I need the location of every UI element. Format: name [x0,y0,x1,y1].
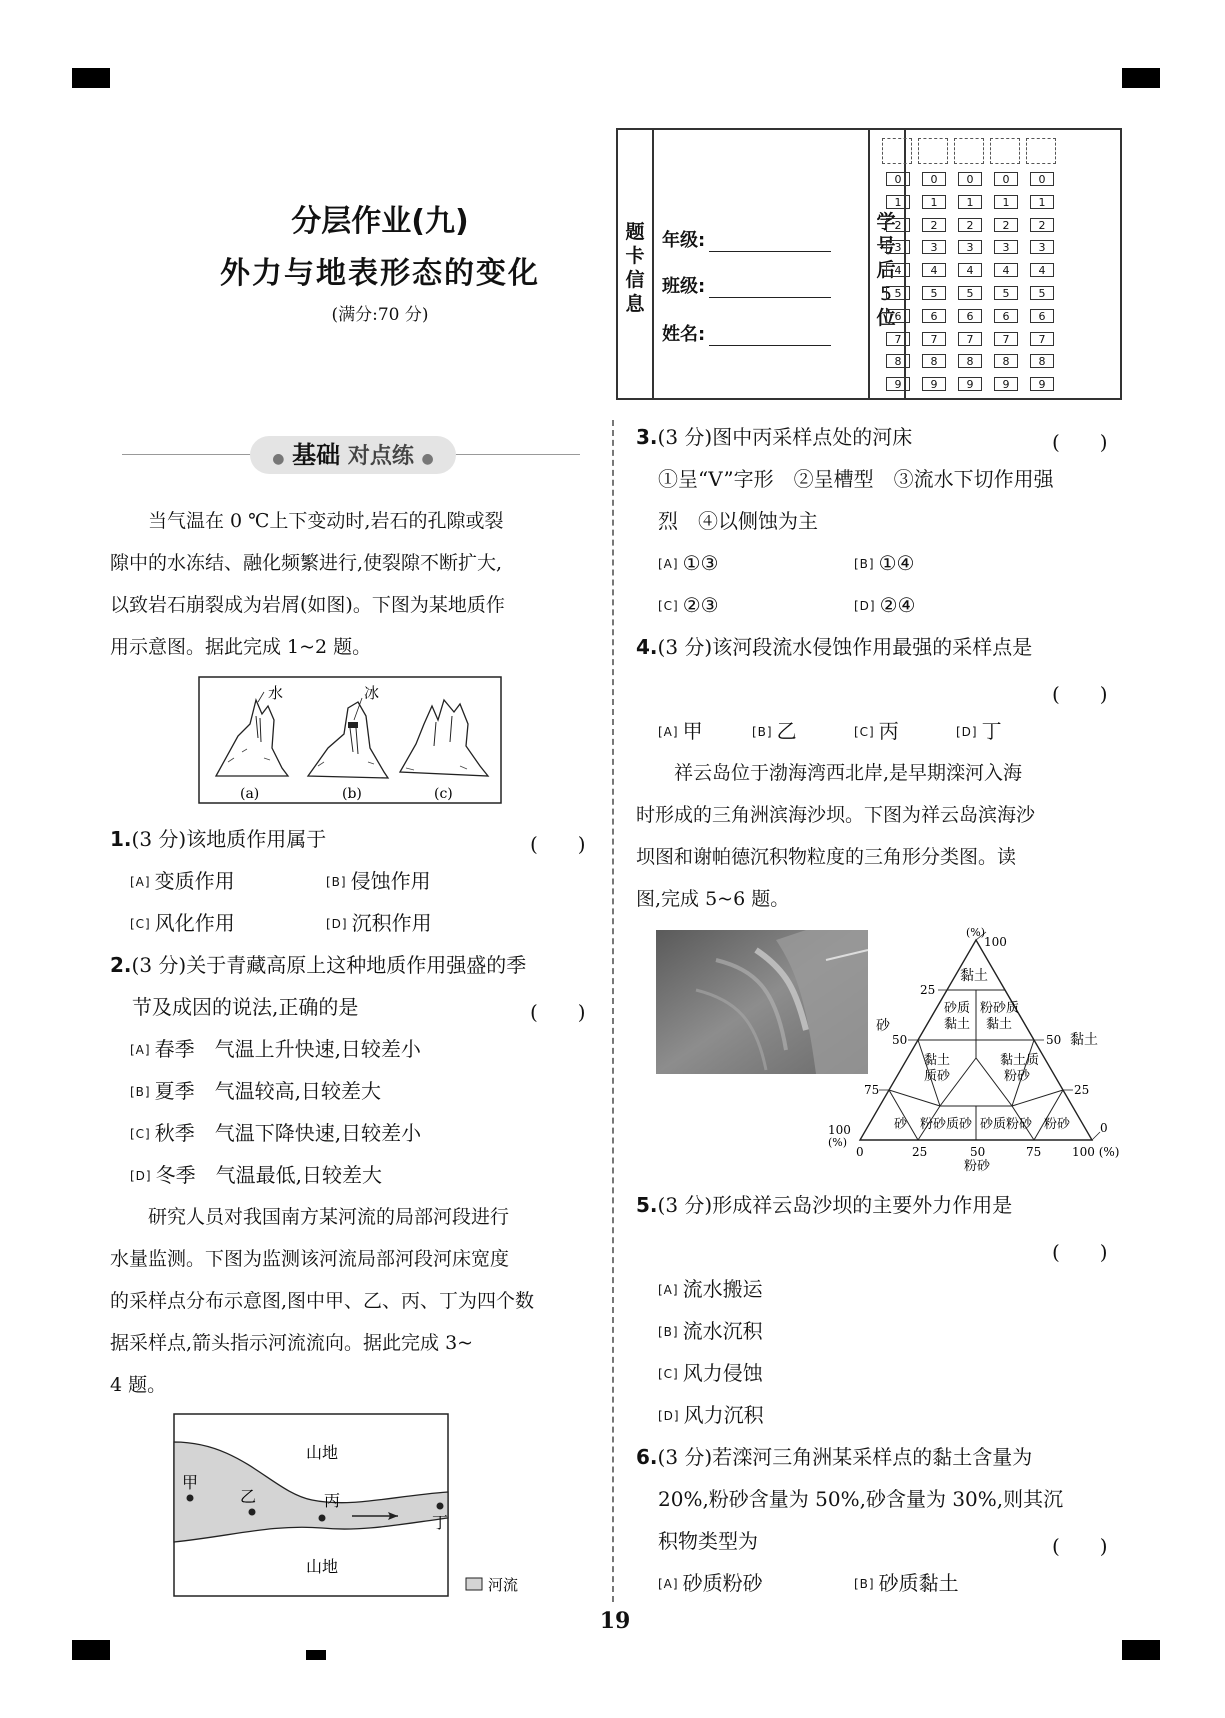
id-bubble-col5-5[interactable]: 5 [1030,286,1054,300]
axis-label-silt: 粉砂 [964,1159,991,1174]
q5-option-d[interactable]: [D] 风力沉积 [658,1403,764,1427]
tick-bottom-25: 25 [912,1145,928,1159]
id-bubble-col3-3[interactable]: 3 [958,240,982,254]
q1-option-b[interactable]: [B] 侵蚀作用 [326,869,431,893]
card-info-label: 题 卡 信 息 [625,221,645,315]
figure-shepard-triangle [820,924,1120,1174]
id-bubble-col1-6[interactable]: 6 [886,309,910,323]
q2-option-a[interactable]: [A] 春季 气温上升快速,日较差小 [130,1037,421,1061]
id-bubble-col5-1[interactable]: 1 [1030,195,1054,209]
tick-bottom-75: 75 [1026,1145,1042,1159]
id-bubble-col3-8[interactable]: 8 [958,354,982,368]
q1-option-a[interactable]: [A] 变质作用 [130,869,235,893]
id-digit-box-3[interactable] [954,138,984,164]
id-bubble-col3-6[interactable]: 6 [958,309,982,323]
registration-mark-bottom-center [306,1650,326,1660]
id-bubble-col1-3[interactable]: 3 [886,240,910,254]
figure-frost-weathering [198,676,502,804]
q5-option-a[interactable]: [A] 流水搬运 [658,1277,763,1301]
id-bubble-col5-8[interactable]: 8 [1030,354,1054,368]
q4-answer-blank[interactable]: ( ) [1052,682,1108,706]
section-badge: ● 基础 对点练 ● [250,436,456,474]
intro-paragraph-1: 当气温在 0 ℃上下变动时,岩石的孔隙或裂 隙中的水冻结、融化频繁进行,使裂隙不断扩大, 以致岩石崩裂成为岩屑(如图)。下图为某地质作 用示意图。据此完成 1~2 题。 [110,510,505,658]
class-silty-sand: 粉砂质砂 [920,1117,973,1132]
class-sandy-silt: 砂质粉砂 [980,1117,1033,1132]
question-3: 3.(3 分)图中丙采样点处的河床 ①呈“V”字形 ②呈槽型 ③流水下切作用强 烈 ④以侧蚀为主 [636,425,1054,533]
tick-top-100: 100 [984,935,1007,949]
id-bubble-col4-4[interactable]: 4 [994,263,1018,277]
q1-option-c[interactable]: [C] 风化作用 [130,911,235,935]
id-bubble-col2-2[interactable]: 2 [922,218,946,232]
q3-option-d[interactable]: [D] ②④ [854,593,916,617]
id-bubble-col4-0[interactable]: 0 [994,172,1018,186]
class-sand: 砂 [894,1117,908,1132]
id-bubble-col2-6[interactable]: 6 [922,309,946,323]
column-divider [612,420,614,1602]
label-pct-left: (%) [828,1136,848,1149]
q1-answer-blank[interactable]: ( ) [530,832,586,856]
id-bubble-col2-9[interactable]: 9 [922,377,946,391]
intro-paragraph-2: 研究人员对我国南方某河流的局部河段进行 水量监测。下图为监测该河流局部河段河床宽度 的采样点分布示意图,图中甲、乙、丙、丁为四个数 据采样点,箭头指示河流流向。据此完成 3~ 4 题。 [110,1206,535,1396]
label-pct-top: (%) [966,926,986,939]
figure-river-sampling [172,1412,542,1600]
tick-bottom-100: 100 (%) [1072,1145,1120,1159]
section-rule-right [454,454,580,455]
q3-option-b[interactable]: [B] ①④ [854,551,915,575]
class-clayey-sand-1: 黏土 [924,1053,951,1068]
q1-option-d[interactable]: [D] 沉积作用 [326,911,432,935]
id-bubble-col4-1[interactable]: 1 [994,195,1018,209]
id-bubble-col3-0[interactable]: 0 [958,172,982,186]
tick-right-50: 50 [1046,1033,1062,1047]
id-bubble-col5-4[interactable]: 4 [1030,263,1054,277]
id-bubble-col2-5[interactable]: 5 [922,286,946,300]
q2-option-b[interactable]: [B] 夏季 气温较高,日较差大 [130,1079,381,1103]
q5-option-c[interactable]: [C] 风力侵蚀 [658,1361,763,1385]
id-bubble-col1-5[interactable]: 5 [886,286,910,300]
q4-option-a[interactable]: [A] 甲 [658,719,703,743]
page-subtitle: 外力与地表形态的变化 [220,256,540,291]
tick-left-50: 50 [892,1033,908,1047]
q3-option-a[interactable]: [A] ①③ [658,551,719,575]
id-bubble-col4-5[interactable]: 5 [994,286,1018,300]
tick-left-75: 75 [864,1083,880,1097]
id-bubble-col5-3[interactable]: 3 [1030,240,1054,254]
registration-mark-bottom-left [72,1640,110,1660]
id-bubble-col4-3[interactable]: 3 [994,240,1018,254]
id-bubble-col1-8[interactable]: 8 [886,354,910,368]
axis-label-sand: 砂 [876,1018,890,1034]
label-mountain-top: 山地 [306,1443,339,1462]
id-bubble-col5-7[interactable]: 7 [1030,332,1054,346]
id-bubble-col4-8[interactable]: 8 [994,354,1018,368]
question-2: 2.(3 分)关于青藏高原上这种地质作用强盛的季 节及成因的说法,正确的是 [110,953,527,1019]
q3-option-c[interactable]: [C] ②③ [658,593,719,617]
class-clayey-silt-1: 黏土质 [1000,1053,1040,1068]
class-clay: 黏土 [960,968,988,984]
label-mountain-bottom: 山地 [306,1557,339,1576]
page-number: 19 [599,1608,631,1634]
class-clayey-silt-2: 粉砂 [1004,1069,1031,1084]
q4-option-b[interactable]: [B] 乙 [752,719,797,743]
id-bubble-col5-2[interactable]: 2 [1030,218,1054,232]
id-digit-box-1[interactable] [882,138,912,164]
label-point-bing: 丙 [324,1491,341,1510]
id-bubble-col3-2[interactable]: 2 [958,218,982,232]
id-bubble-col4-9[interactable]: 9 [994,377,1018,391]
id-bubble-col3-5[interactable]: 5 [958,286,982,300]
id-bubble-col3-7[interactable]: 7 [958,332,982,346]
id-bubble-col5-9[interactable]: 9 [1030,377,1054,391]
q6-option-a[interactable]: [A] 砂质粉砂 [658,1571,763,1595]
registration-mark-bottom-right [1122,1640,1160,1660]
q5-answer-blank[interactable]: ( ) [1052,1240,1108,1264]
legend-river: 河流 [488,1576,519,1594]
question-5: 5.(3 分)形成祥云岛沙坝的主要外力作用是 [636,1193,1013,1217]
question-6: 6.(3 分)若滦河三角洲某采样点的黏土含量为 20%,粉砂含量为 50%,砂含量为 30%,则其沉 积物类型为 [636,1445,1064,1553]
intro-paragraph-3: 祥云岛位于渤海湾西北岸,是早期滦河入海 时形成的三角洲滨海沙坝。下图为祥云岛滨海沙 坝图和谢帕德沉积物粒度的三角形分类图。读 图,完成 5~6 题。 [636,762,1036,910]
label-ice: 冰 [364,684,380,702]
question-1: 1.(3 分)该地质作用属于 [110,827,327,851]
page-title: 分层作业(九) [291,204,469,239]
label-point-ding: 丁 [432,1513,449,1532]
score-note: (满分:70 分) [331,305,429,325]
id-bubble-col3-4[interactable]: 4 [958,263,982,277]
id-bubble-col5-0[interactable]: 0 [1030,172,1054,186]
caption-c: (c) [434,786,453,802]
student-id-label: 学 号 后 5 位 [876,211,896,329]
caption-a: (a) [240,786,260,802]
registration-mark-top-right [1122,68,1160,88]
label-point-jia: 甲 [182,1473,199,1492]
id-bubble-col2-7[interactable]: 7 [922,332,946,346]
id-bubble-col1-4[interactable]: 4 [886,263,910,277]
class-silty-clay-1: 粉砂质 [980,1001,1020,1016]
id-bubble-col1-7[interactable]: 7 [886,332,910,346]
label-point-yi: 乙 [240,1487,257,1506]
id-bubble-col1-2[interactable]: 2 [886,218,910,232]
id-bubble-col3-9[interactable]: 9 [958,377,982,391]
id-bubble-col4-2[interactable]: 2 [994,218,1018,232]
q4-option-c[interactable]: [C] 丙 [854,719,899,743]
q3-answer-blank[interactable]: ( ) [1052,430,1108,454]
label-water: 水 [268,684,284,702]
id-bubble-col1-1[interactable]: 1 [886,195,910,209]
class-field[interactable]: 班级: [662,272,831,298]
class-clayey-sand-2: 质砂 [924,1069,951,1084]
tick-left-25: 25 [920,983,936,997]
registration-mark-top-left [72,68,110,88]
tick-right-0: 0 [1100,1121,1108,1135]
id-bubble-col2-8[interactable]: 8 [922,354,946,368]
axis-label-clay: 黏土 [1070,1032,1098,1048]
class-silty-clay-2: 黏土 [986,1017,1013,1032]
q2-option-c[interactable]: [C] 秋季 气温下降快速,日较差小 [130,1121,422,1145]
id-digit-box-2[interactable] [918,138,948,164]
q2-option-d[interactable]: [D] 冬季 气温最低,日较差大 [130,1163,382,1187]
question-4: 4.(3 分)该河段流水侵蚀作用最强的采样点是 [636,635,1033,659]
class-silt: 粉砂 [1044,1117,1071,1132]
q2-answer-blank[interactable]: ( ) [530,1000,586,1024]
id-bubble-col2-4[interactable]: 4 [922,263,946,277]
q6-answer-blank[interactable]: ( ) [1052,1534,1108,1558]
answer-card [616,128,1122,400]
section-rule-left [122,454,252,455]
id-bubble-col2-1[interactable]: 1 [922,195,946,209]
id-bubble-col4-6[interactable]: 6 [994,309,1018,323]
id-bubble-col2-0[interactable]: 0 [922,172,946,186]
id-digit-box-5[interactable] [1026,138,1056,164]
q6-option-b[interactable]: [B] 砂质黏土 [854,1571,959,1595]
tick-right-25: 25 [1074,1083,1090,1097]
id-digit-box-4[interactable] [990,138,1020,164]
id-bubble-col2-3[interactable]: 3 [922,240,946,254]
name-field[interactable]: 姓名: [662,320,831,346]
id-bubble-col4-7[interactable]: 7 [994,332,1018,346]
class-sandy-clay-1: 砂质 [944,1001,971,1016]
id-bubble-col3-1[interactable]: 1 [958,195,982,209]
id-bubble-col1-9[interactable]: 9 [886,377,910,391]
tick-bottom-50: 50 [970,1145,986,1159]
id-bubble-col5-6[interactable]: 6 [1030,309,1054,323]
id-bubble-col1-0[interactable]: 0 [886,172,910,186]
tick-left-100: 100 [828,1123,851,1137]
grade-field[interactable]: 年级: [662,226,831,252]
q4-option-d[interactable]: [D] 丁 [956,719,1002,743]
caption-b: (b) [342,786,362,802]
class-sandy-clay-2: 黏土 [944,1017,971,1032]
tick-bottom-0: 0 [856,1145,864,1159]
q5-option-b[interactable]: [B] 流水沉积 [658,1319,763,1343]
